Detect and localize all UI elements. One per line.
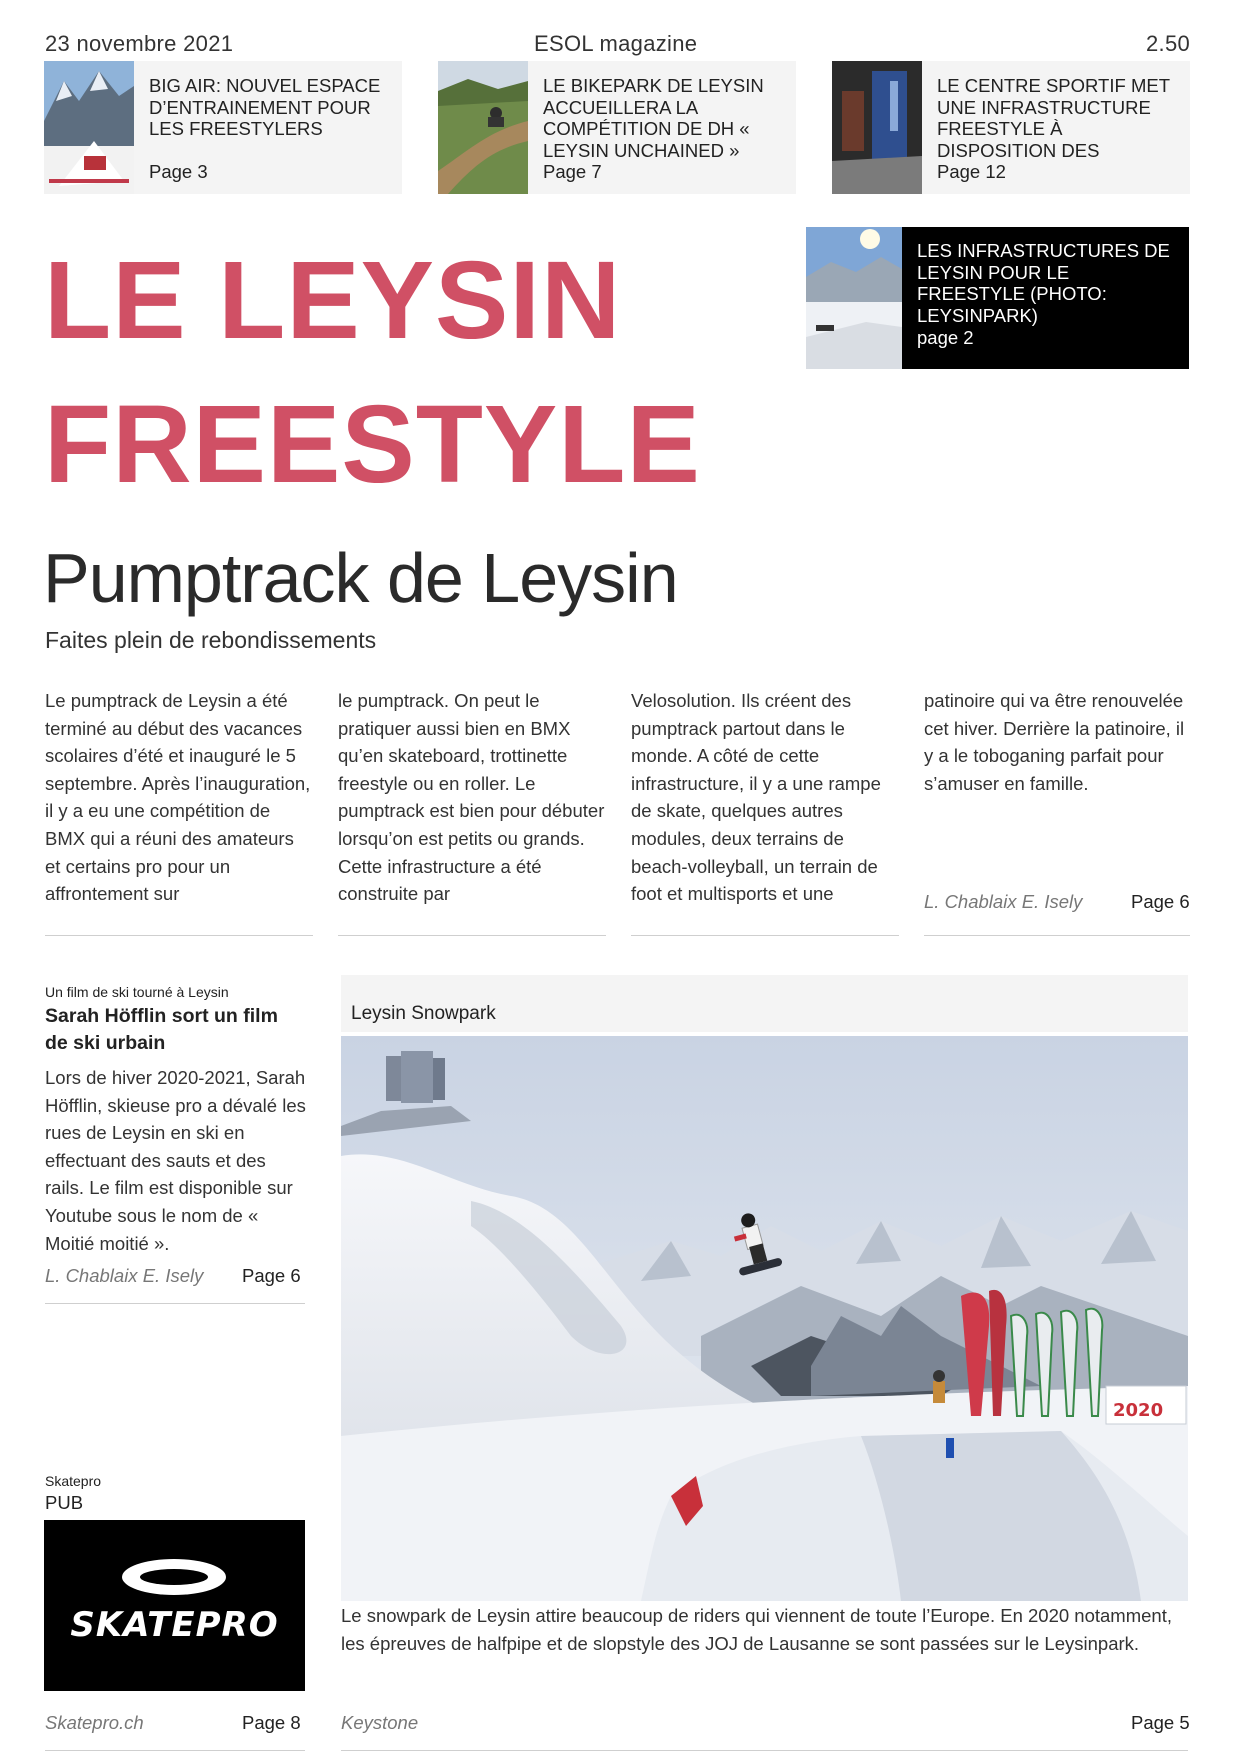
ad-page: Page 8 (242, 1712, 301, 1733)
photo-page: Page 5 (1131, 1712, 1190, 1733)
skatepro-logo-text: SKATEPRO (70, 1605, 279, 1645)
teaser-page: Page 7 (543, 161, 602, 182)
article-column-3: Velosolution. Ils créent des pumptrack partout dans le monde. A côté de cette infrastructure, il y a une rampe de skate, quelques autres modules, deux terrains de beach-volleyball, un terrain de foot et multisports et une (631, 690, 881, 905)
issue-price: 2.50 (1146, 31, 1191, 56)
article-column-1: Le pumptrack de Leysin a été terminé au début des vacances scolaires d’été et inauguré le 5 septembre. Après l’inauguration, il y a eu une compétition de BMX qui a réuni des amateurs et certains pro pour un affrontement sur (45, 690, 311, 905)
article-page: Page 6 (1131, 891, 1190, 912)
article-subtitle: Faites plein de rebondissements (45, 627, 377, 653)
sports-centre-photo (832, 61, 922, 194)
teaser-big-air[interactable] (44, 61, 402, 194)
ad-source: Skatepro.ch (45, 1712, 144, 1733)
ad-divider (45, 1750, 305, 1751)
masthead-line-2: FREESTYLE (44, 383, 701, 506)
article-column-2: le pumptrack. On peut le pratiquer aussi bien en BMX qu’en skateboard, trottinette freestyle ou en roller. Le pumptrack est bien pour débuter lorsqu’on est petits ou grands. Cette infrastructure a été construite par (338, 690, 605, 905)
photo-story-header (341, 975, 1188, 1032)
side-article-kicker: Un film de ski tourné à Leysin (45, 984, 229, 1000)
column-divider (338, 935, 606, 936)
teaser-page: Page 3 (149, 161, 208, 182)
feature-title: LES INFRASTRUCTURES DE LEYSIN POUR LE FREESTYLE (PHOTO: LEYSINPARK) (917, 240, 1170, 326)
big-air-photo (44, 61, 134, 194)
snowpark-photo (341, 1036, 1188, 1601)
issue-date: 23 novembre 2021 (45, 31, 234, 56)
teaser-sports-centre[interactable] (832, 61, 1190, 194)
article-title: Pumptrack de Leysin (43, 539, 678, 617)
skatepro-ad[interactable] (44, 1520, 305, 1691)
side-article-author: L. Chablaix E. Isely (45, 1265, 204, 1286)
side-article-page: Page 6 (242, 1265, 301, 1286)
teaser-title: BIG AIR: NOUVEL ESPACE D’ENTRAINEMENT POUR LES FREESTYLERS (149, 75, 381, 139)
feature-infrastructures[interactable] (806, 227, 1189, 369)
photo-credit: Keystone (341, 1712, 419, 1733)
banner-year: 2020 (1113, 1400, 1164, 1421)
side-article-title: Sarah Höfflin sort un film de ski urbain (45, 1005, 278, 1054)
teaser-title: LE CENTRE SPORTIF MET UNE INFRASTRUCTURE FREESTYLE À DISPOSITION DES (937, 75, 1170, 161)
ad-label: PUB (45, 1492, 84, 1513)
side-divider (45, 1303, 305, 1304)
masthead-line-1: LE LEYSIN (44, 239, 622, 362)
ad-sponsor: Skatepro (45, 1473, 102, 1489)
teaser-page: Page 12 (937, 161, 1006, 182)
column-divider (631, 935, 899, 936)
photo-divider (341, 1750, 1188, 1751)
teaser-title: LE BIKEPARK DE LEYSIN ACCUEILLERA LA COMPÉTITION DE DH « LEYSIN UNCHAINED » (543, 75, 764, 161)
leysinpark-photo (806, 227, 902, 369)
photo-caption: Le snowpark de Leysin attire beaucoup de riders qui viennent de toute l’Europe. En 2020 notamment, les épreuves de halfpipe et de slopstyle des JOJ de Lausanne se sont passées sur le Leysinpark. (341, 1605, 1172, 1654)
feature-page: page 2 (917, 327, 974, 348)
column-divider (45, 935, 313, 936)
skatepro-logo-icon (119, 1557, 229, 1597)
article-author: L. Chablaix E. Isely (924, 891, 1083, 912)
teaser-bikepark[interactable] (438, 61, 796, 194)
article-column-4: patinoire qui va être renouvelée cet hiver. Derrière la patinoire, il y a le toboganing parfait pour s’amuser en famille. (924, 690, 1185, 794)
photo-story-title: Leysin Snowpark (351, 1003, 496, 1024)
publication-name: ESOL magazine (534, 31, 698, 56)
side-article-body: Lors de hiver 2020-2021, Sarah Höfflin, skieuse pro a dévalé les rues de Leysin en ski en effectuant des sauts et des rails. Le film est disponible sur Youtube sous le nom de « Moitié moitié ». (45, 1067, 306, 1254)
bikepark-photo (438, 61, 528, 194)
column-divider (924, 935, 1190, 936)
